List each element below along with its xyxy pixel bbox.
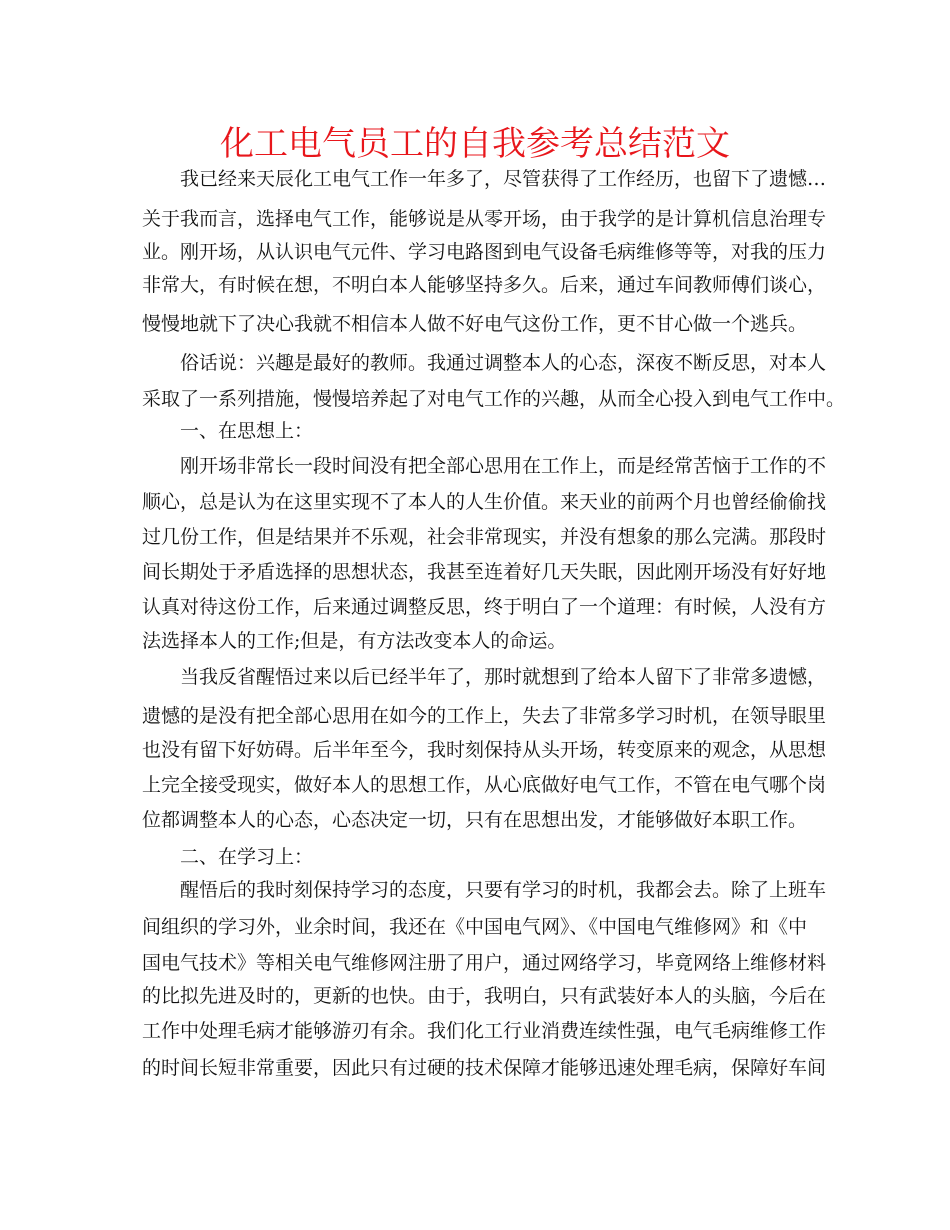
section-heading: 二、在学习上： [180, 846, 314, 868]
paragraph-line: 工作中处理毛病才能够游刃有余。我们化工行业消费连续性强，电气毛病维修工作 [142, 1020, 827, 1042]
paragraph-line: 法选择本人的工作;但是，有方法改变本人的命运。 [142, 630, 567, 652]
paragraph-line: 顺心，总是认为在这里实现不了本人的人生价值。来天业的前两个月也曾经偷偷找 [142, 491, 827, 513]
paragraph-line: 采取了一系列措施，慢慢培养起了对电气工作的兴趣，从而全心投入到电气工作中。 [142, 388, 846, 410]
paragraph-line: 关于我而言，选择电气工作，能够说是从零开场，由于我学的是计算机信息治理专 [142, 208, 827, 230]
paragraph-line: 醒悟后的我时刻保持学习的态度，只要有学习的时机，我都会去。除了上班车 [180, 879, 827, 901]
paragraph-line: 也没有留下好妨碍。后半年至今，我时刻保持从头开场，转变原来的观念，从思想 [142, 739, 827, 761]
paragraph-line: 间组织的学习外，业余时间，我还在《中国电气网》、《中国电气维修网》和《中 [142, 916, 808, 938]
paragraph-line: 刚开场非常长一段时间没有把全部心思用在工作上，而是经常苦恼于工作的不 [180, 455, 827, 477]
paragraph-line: 业。刚开场，从认识电气元件、学习电路图到电气设备毛病维修等等，对我的压力 [142, 241, 827, 263]
document-title: 化工电气员工的自我参考总结范文 [220, 124, 730, 164]
paragraph-line: 上完全接受现实，做好本人的思想工作，从心底做好电气工作，不管在电气哪个岗 [142, 774, 827, 796]
section-heading: 一、在思想上： [180, 420, 314, 442]
paragraph-line: 我已经来天辰化工电气工作一年多了，尽管获得了工作经历，也留下了遗憾… [180, 168, 827, 190]
paragraph-line: 国电气技术》等相关电气维修网注册了用户，通过网络学习，毕竟网络上维修材料 [142, 952, 827, 974]
paragraph-line: 位都调整本人的心态，心态决定一切，只有在思想出发，才能够做好本职工作。 [142, 809, 808, 831]
paragraph-line: 的比拟先进及时的，更新的也快。由于，我明白，只有武装好本人的头脑，今后在 [142, 985, 827, 1007]
paragraph-line: 过几份工作，但是结果并不乐观，社会非常现实，并没有想象的那么完满。那段时 [142, 526, 827, 548]
paragraph-line: 遗憾的是没有把全部心思用在如今的工作上，失去了非常多学习时机，在领导眼里 [142, 705, 827, 727]
paragraph-line: 慢慢地就下了决心我就不相信本人做不好电气这份工作，更不甘心做一个逃兵。 [142, 313, 808, 335]
paragraph-line: 认真对待这份工作，后来通过调整反思，终于明白了一个道理：有时候，人没有方 [142, 596, 827, 618]
paragraph-line: 当我反省醒悟过来以后已经半年了，那时就想到了给本人留下了非常多遗憾， [180, 666, 827, 688]
paragraph-line: 间长期处于矛盾选择的思想状态，我甚至连着好几天失眠，因此刚开场没有好好地 [142, 561, 827, 583]
paragraph-line: 俗话说：兴趣是最好的教师。我通过调整本人的心态，深夜不断反思，对本人 [180, 352, 827, 374]
paragraph-line: 非常大，有时候在想，不明白本人能够坚持多久。后来，通过车间教师傅们谈心， [142, 274, 827, 296]
paragraph-line: 的时间长短非常重要，因此只有过硬的技术保障才能够迅速处理毛病，保障好车间 [142, 1057, 827, 1079]
